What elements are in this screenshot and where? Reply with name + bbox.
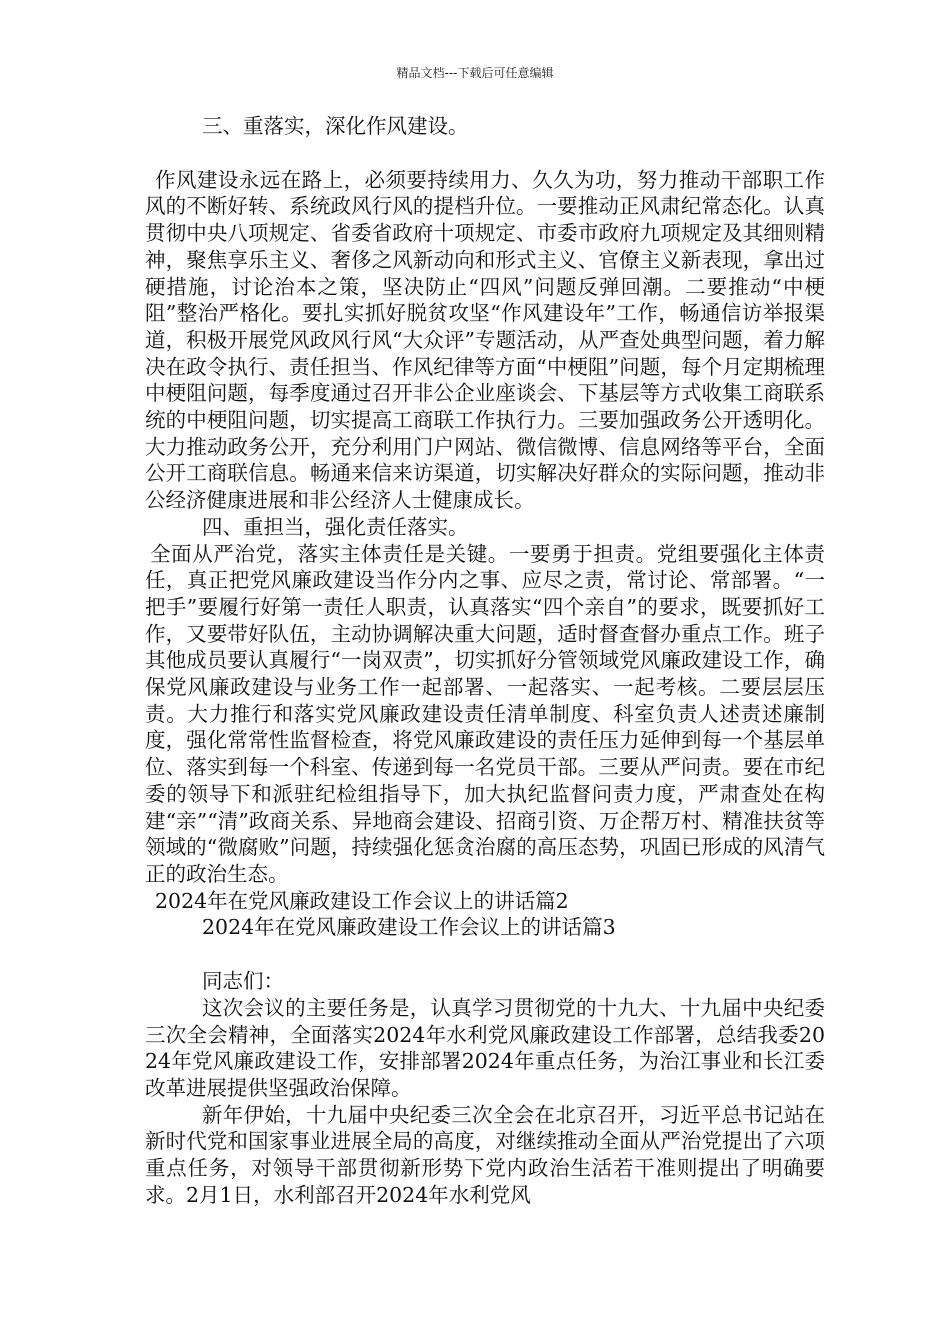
salutation: 同志们： xyxy=(202,969,284,994)
article-title-part-2: 2024年在党风廉政建设工作会议上的讲话篇2 xyxy=(155,888,569,913)
section-3-paragraph: 作风建设永远在路上，必须要持续用力、久久为功，努力推动干部职工作风的不断好转、系统政风行风的提档升位。一要推动正风肃纪常态化。认真贯彻中央八项规定、省委省政府十项规定、市委市政府九项规定及其细则精神，聚焦享乐主义、奢侈之风新动向和形式主义、官僚主义新表现，拿出过硬措施，讨论治本之策，坚决防止“四风”问题反弹回潮。二要推动“中梗阻”整治严格化。要扎实抓好脱贫攻坚“作风建设年”工作，畅通信访举报渠道，积极开展党风政风行风“大众评”专题活动，从严查处典型问题，着力解决在政令执行、责任担当、作风纪律等方面“中梗阻”问题，每个月定期梳理中梗阻问题，每季度通过召开非公企业座谈会、下基层等方式收集工商联系统的中梗阻问题，切实提高工商联工作执行力。三要加强政务公开透明化。大力推动政务公开，充分利用门户网站、微信微博、信息网络等平台，全面公开工商联信息。畅通来信来访渠道，切实解决好群众的实际问题，推动非公经济健康进展和非公经济人士健康成长。 xyxy=(145,167,825,513)
section-3-heading: 三、重落实，深化作风建设。 xyxy=(202,114,469,138)
section-4-heading: 四、重担当，强化责任落实。 xyxy=(202,514,469,539)
paragraph-new-year: 新年伊始，十九届中央纪委三次全会在北京召开，习近平总书记站在新时代党和国家事业进展全局的高度，对继续推动全面从严治党提出了六项重点任务，对领导干部贯彻新形势下党内政治生活若干准则提出了明确要求。2月1日，水利部召开2024年水利党风 xyxy=(145,1102,825,1207)
section-4-paragraph: 全面从严治党，落实主体责任是关键。一要勇于担责。党组要强化主体责任，真正把党风廉政建设当作分内之事、应尽之责，常讨论、常部署。“一把手”要履行好第一责任人职责，认真落实“四个亲自”的要求，既要抓好工作，又要带好队伍，主动协调解决重大问题，适时督查督办重点工作。班子其他成员要认真履行“一岗双责”，切实抓好分管领域党风廉政建设工作，确保党风廉政建设与业务工作一起部署、一起落实、一起考核。二要层层压责。大力推行和落实党风廉政建设责任清单制度、科室负责人述责述廉制度，强化常常性监督检查，将党风廉政建设的责任压力延伸到每一个基层单位、落实到每一个科室、传递到每一名党员干部。三要从严问责。要在市纪委的领导下和派驻纪检组指导下，加大执纪监督问责力度，严肃查处在构建“亲”“清”政商关系、异地商会建设、招商引资、万企帮万村、精准扶贫等领域的“微腐败”问题，持续强化惩贪治腐的高压态势，巩固已形成的风清气正的政治生态。 xyxy=(145,541,825,886)
paragraph-meeting-tasks: 这次会议的主要任务是，认真学习贯彻党的十九大、十九届中央纪委三次全会精神，全面落实2024年水利党风廉政建设工作部署，总结我委2024年党风廉政建设工作，安排部署2024年重点任务，为治江事业和长江委改革进展提供坚强政治保障。 xyxy=(145,995,825,1100)
article-title-part-3: 2024年在党风廉政建设工作会议上的讲话篇3 xyxy=(202,915,616,940)
page-header-note: 精品文档---下载后可任意编辑 xyxy=(396,66,554,80)
document-body xyxy=(145,113,825,1208)
